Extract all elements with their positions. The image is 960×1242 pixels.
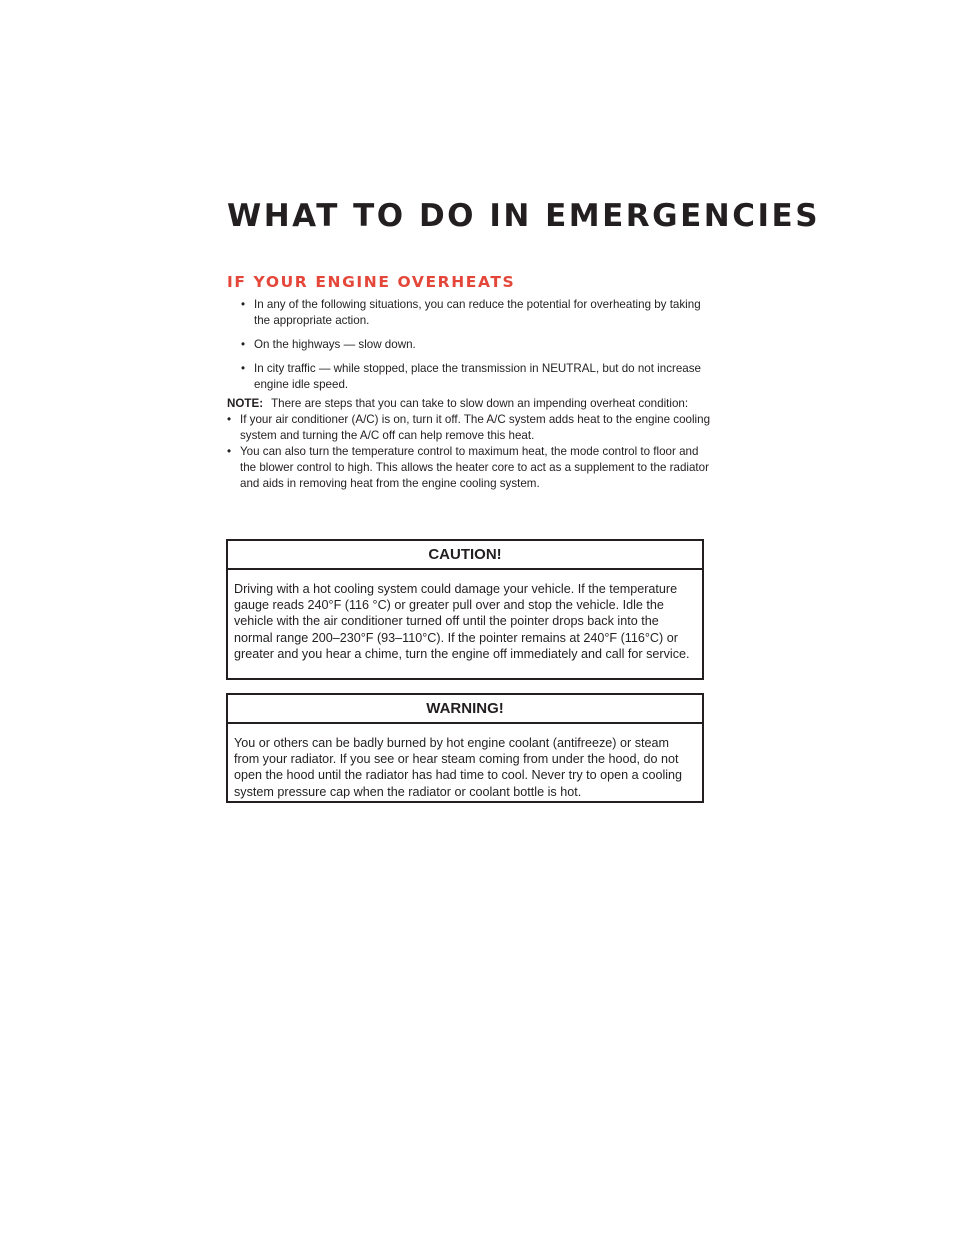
list-item: • You can also turn the temperature control to maximum heat, the mode control to floor and the blower control to high. This allows the heater core to act as a supplement to the radiator and aids in removing heat from the engine cooling system. [227, 444, 711, 492]
overheat-bullet-list [241, 297, 711, 401]
list-item: • In any of the following situations, you can reduce the potential for overheating by taking the appropriate action. [241, 297, 711, 329]
warning-box [226, 693, 704, 803]
note-intro-text: There are steps that you can take to slow down an impending overheat condition: [271, 397, 689, 410]
list-item: • If your air conditioner (A/C) is on, turn it off. The A/C system adds heat to the engine cooling system and turning the A/C off can help remove this heat. [227, 412, 711, 444]
caution-box [226, 539, 704, 680]
page-title: WHAT TO DO IN EMERGENCIES [227, 198, 821, 234]
list-item: • On the highways — slow down. [241, 337, 711, 353]
note-block [227, 396, 711, 492]
note-label: NOTE: [227, 397, 264, 410]
note-bullet-list [227, 412, 711, 492]
list-item: • In city traffic — while stopped, place the transmission in NEUTRAL, but do not increase engine idle speed. [241, 361, 711, 393]
caution-heading: CAUTION! [228, 541, 702, 570]
warning-heading: WARNING! [228, 695, 702, 724]
note-intro [227, 396, 711, 412]
section-title: IF YOUR ENGINE OVERHEATS [227, 273, 516, 291]
warning-text: You or others can be badly burned by hot engine coolant (antifreeze) or steam from your radiator. If you see or hear steam coming from under the hood, do not open the hood until the radiator has had time to cool. Never try to open a cooling system pressure cap when the radiator or coolant bottle is hot. [234, 736, 683, 799]
caution-text: Driving with a hot cooling system could damage your vehicle. If the temperature gauge reads 240°F (116 °C) or greater pull over and stop the vehicle. Idle the vehicle with the air conditioner turned off until the pointer drops back into the normal range 200–230°F (93–110°C). If the pointer remains at 240°F (116°C) or greater and you hear a chime, turn the engine off immediately and call for service. [234, 582, 690, 661]
